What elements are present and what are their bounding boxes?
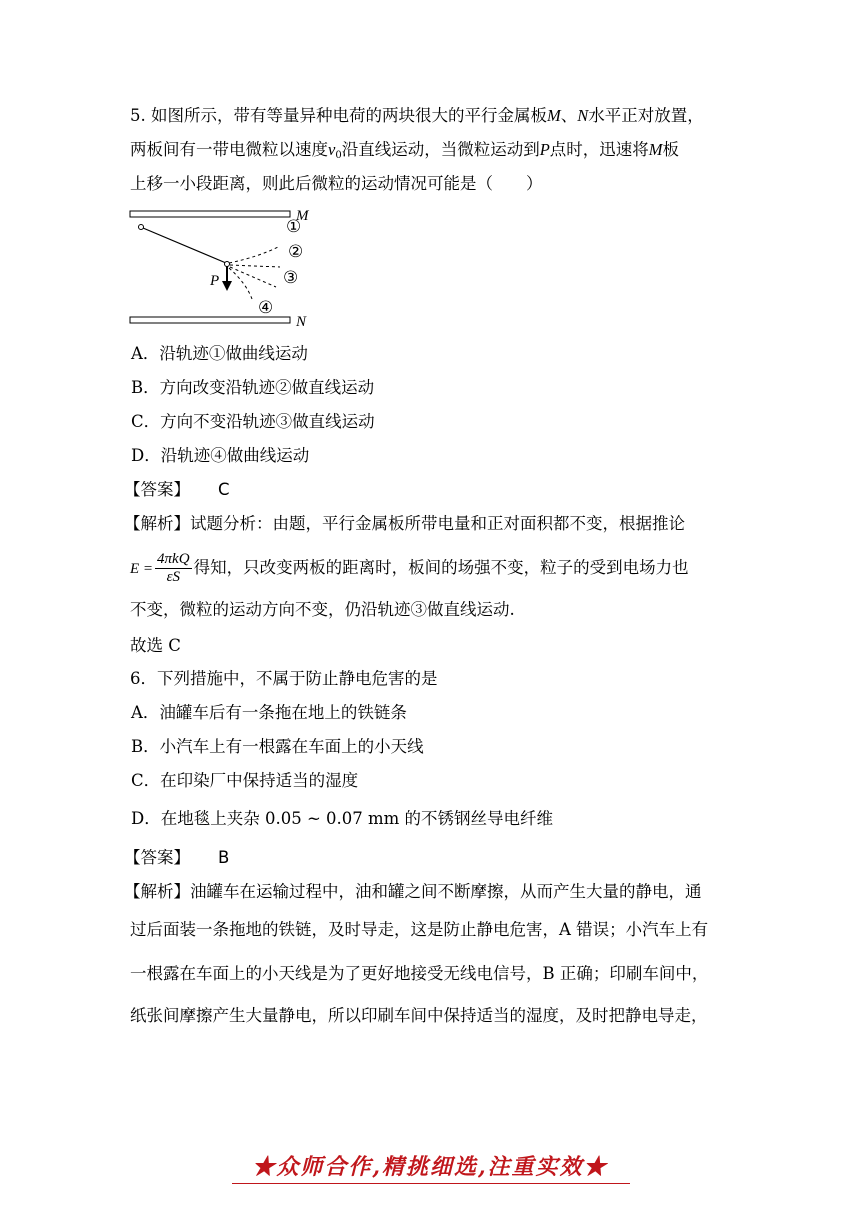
footer-slogan: ★众师合作,精挑细选,注重实效★ xyxy=(252,1154,608,1180)
plate-m-symbol: M xyxy=(648,140,663,159)
separator: 、 xyxy=(560,106,578,125)
particle-path xyxy=(143,228,226,263)
plate-n-symbol: N xyxy=(577,106,589,125)
track-1 xyxy=(229,247,278,263)
q5-analysis-line-2 xyxy=(130,548,689,589)
track-label-1: ① xyxy=(286,217,302,237)
analysis-label: 【解析】 xyxy=(124,882,190,901)
capacitor-figure xyxy=(128,205,328,330)
answer-value: B xyxy=(218,848,230,867)
footer-rule xyxy=(232,1183,630,1184)
answer-label: 【答案】 xyxy=(124,480,190,499)
q5-option-d: D．沿轨迹④做曲线运动 xyxy=(131,446,310,465)
analysis-text: 油罐车在运输过程中，油和罐之间不断摩擦，从而产生大量的静电，通 xyxy=(190,882,702,901)
point-p-symbol: P xyxy=(539,140,550,159)
track-label-4: ④ xyxy=(258,298,274,318)
point-p-label: P xyxy=(210,273,220,289)
q6-option-c: C．在印染厂中保持适当的湿度 xyxy=(131,771,359,790)
track-4 xyxy=(229,268,252,299)
q5-option-b: B．方向改变沿轨迹②做直线运动 xyxy=(131,378,375,397)
plate-m-symbol: M xyxy=(547,106,561,125)
q5-stem-line-3 xyxy=(130,172,543,196)
q6-option-a: A．油罐车后有一条拖在地上的铁链条 xyxy=(131,703,407,722)
answer-label: 【答案】 xyxy=(124,848,190,867)
q6-analysis-line-2: 过后面装一条拖地的铁链，及时导走，这是防止静电危害，A 错误；小汽车上有 xyxy=(130,920,709,939)
q5-option-a: A．沿轨迹①做曲线运动 xyxy=(131,344,308,363)
analysis-text: 得知，只改变两板的距离时，板间的场强不变，粒子的受到电场力也 xyxy=(193,558,689,577)
q5-text: 上移一小段距离，则此后微粒的运动情况可能是（ ） xyxy=(130,174,543,193)
q5-text: 沿直线运动，当微粒运动到 xyxy=(341,140,540,159)
q5-text: 水平正对放置， xyxy=(588,106,704,125)
analysis-text: 试题分析：由题，平行金属板所带电量和正对面积都不变，根据推论 xyxy=(190,514,685,533)
formula-denominator: εS xyxy=(166,569,181,585)
formula-fraction xyxy=(155,551,192,586)
q5-text: 板 xyxy=(662,140,680,159)
q5-text: 点时，迅速将 xyxy=(549,140,649,159)
velocity-subscript: 0 xyxy=(335,150,342,161)
formula-lhs: E = xyxy=(130,561,154,577)
q6-analysis-line-1 xyxy=(124,880,702,904)
plate-m-label: M xyxy=(296,208,309,224)
q5-analysis-line-3: 不变，微粒的运动方向不变，仍沿轨迹③做直线运动. xyxy=(130,600,515,619)
q5-conclusion: 故选 C xyxy=(130,636,181,655)
q5-stem-line-2 xyxy=(130,138,679,168)
q5-answer xyxy=(124,478,230,502)
q5-stem-line-1 xyxy=(130,104,704,128)
track-label-3: ③ xyxy=(283,268,299,288)
track-3 xyxy=(230,267,276,287)
plate-n-label: N xyxy=(296,314,307,330)
plate-m xyxy=(130,211,290,217)
q6-option-d: D．在地毯上夹杂 0.05 ~ 0.07 mm 的不锈钢丝导电纤维 xyxy=(131,809,554,828)
force-arrowhead xyxy=(222,281,232,291)
track-label-2: ② xyxy=(288,242,304,262)
q6-answer xyxy=(124,846,229,870)
point-p-dot xyxy=(225,262,230,267)
q6-analysis-line-4: 纸张间摩擦产生大量静电，所以印刷车间中保持适当的湿度，及时把静电导走， xyxy=(130,1006,708,1025)
q6-option-b: B．小汽车上有一根露在车面上的小天线 xyxy=(131,737,424,756)
analysis-label: 【解析】 xyxy=(124,514,190,533)
q5-text: 两板间有一带电微粒以速度 xyxy=(130,140,328,159)
track-2 xyxy=(230,265,280,267)
answer-value: C xyxy=(218,480,230,499)
start-point xyxy=(139,225,144,230)
q5-option-c: C．方向不变沿轨迹③做直线运动 xyxy=(131,412,375,431)
q5-analysis-line-1 xyxy=(124,512,685,536)
q6-stem: 6．下列措施中，不属于防止静电危害的是 xyxy=(130,669,438,688)
formula-numerator: 4πkQ xyxy=(157,551,190,567)
velocity-symbol: v xyxy=(328,140,336,159)
q6-analysis-line-3: 一根露在车面上的小天线是为了更好地接受无线电信号，B 正确；印刷车间中， xyxy=(130,964,709,983)
q5-text: 5. 如图所示，带有等量异种电荷的两块很大的平行金属板 xyxy=(130,106,547,125)
